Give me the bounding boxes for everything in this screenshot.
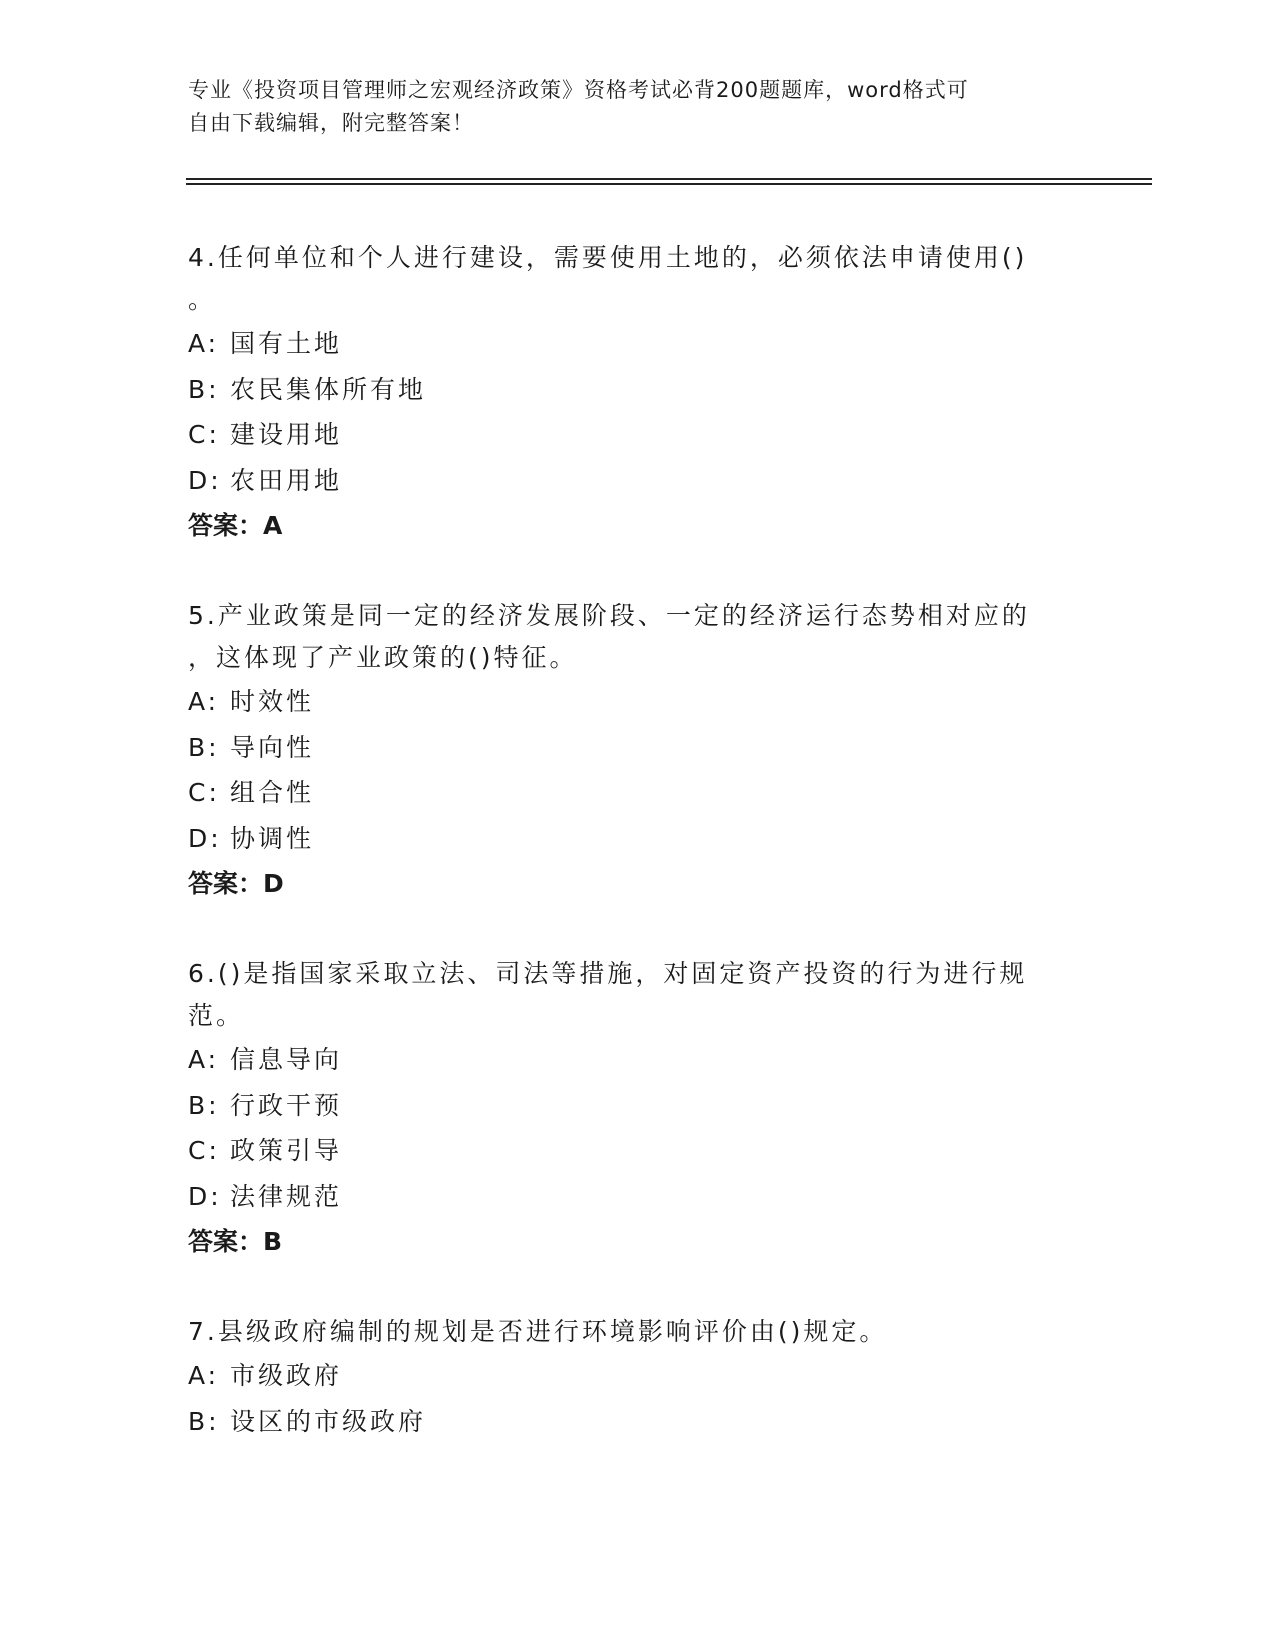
option-d	[188, 458, 1068, 504]
question-stem-line: 6.()是指国家采取立法、司法等措施，对固定资产投资的行为进行规	[188, 959, 1028, 988]
header-divider	[186, 178, 1152, 180]
question-list	[188, 237, 1068, 1490]
option-letter: A:	[188, 1045, 220, 1074]
question-stem-line: 。	[188, 285, 217, 314]
question-item	[188, 953, 1068, 1265]
option-text: 国有土地	[230, 329, 343, 358]
option-b	[188, 367, 1068, 413]
answer-line: 答案：D	[188, 869, 284, 898]
question-item	[188, 237, 1068, 549]
option-text: 时效性	[230, 687, 315, 716]
option-letter: B:	[188, 1406, 220, 1436]
option-text: 农民集体所有地	[230, 374, 427, 404]
option-letter: A:	[188, 687, 220, 716]
option-d	[188, 816, 1068, 862]
option-b	[188, 725, 1068, 771]
option-text: 法律规范	[230, 1181, 343, 1211]
question-stem	[188, 1311, 1068, 1353]
option-text: 市级政府	[230, 1361, 343, 1390]
option-letter: D:	[188, 465, 222, 495]
question-stem-line: 4.任何单位和个人进行建设，需要使用土地的，必须依法申请使用()	[188, 243, 1028, 272]
option-letter: D:	[188, 823, 222, 853]
question-stem-line: 范。	[188, 1001, 245, 1030]
option-letter: C:	[188, 420, 220, 449]
option-b	[188, 1399, 1068, 1445]
option-a	[188, 679, 1068, 725]
option-text: 政策引导	[230, 1136, 343, 1165]
question-stem-line: ，这体现了产业政策的()特征。	[188, 643, 578, 672]
answer-line: 答案：B	[188, 1227, 283, 1256]
question-stem-line: 7.县级政府编制的规划是否进行环境影响评价由()规定。	[188, 1317, 888, 1346]
header-line: 专业《投资项目管理师之宏观经济政策》资格考试必背200题题库，word格式可	[188, 78, 969, 102]
header-line: 自由下载编辑，附完整答案！	[188, 111, 474, 135]
option-c	[188, 412, 1068, 458]
header-divider	[186, 183, 1152, 185]
option-b	[188, 1083, 1068, 1129]
document-header	[188, 74, 1068, 140]
option-text: 设区的市级政府	[230, 1406, 427, 1436]
answer-line: 答案：A	[188, 511, 283, 540]
option-c	[188, 770, 1068, 816]
option-text: 协调性	[230, 823, 315, 853]
option-a	[188, 1037, 1068, 1083]
question-stem	[188, 953, 1068, 1037]
option-letter: B:	[188, 732, 220, 762]
option-text: 农田用地	[230, 465, 343, 495]
option-c	[188, 1128, 1068, 1174]
option-letter: A:	[188, 329, 220, 358]
option-text: 组合性	[230, 778, 315, 807]
option-a	[188, 1353, 1068, 1399]
question-item	[188, 1311, 1068, 1444]
option-letter: D:	[188, 1181, 222, 1211]
question-stem-line: 5.产业政策是同一定的经济发展阶段、一定的经济运行态势相对应的	[188, 601, 1030, 630]
question-item	[188, 595, 1068, 907]
option-letter: C:	[188, 778, 220, 807]
option-letter: B:	[188, 1090, 220, 1120]
option-text: 建设用地	[230, 420, 343, 449]
option-letter: A:	[188, 1361, 220, 1390]
option-letter: C:	[188, 1136, 220, 1165]
option-text: 信息导向	[230, 1045, 343, 1074]
option-letter: B:	[188, 374, 220, 404]
question-stem	[188, 595, 1068, 679]
option-text: 行政干预	[230, 1090, 343, 1120]
option-a	[188, 321, 1068, 367]
option-text: 导向性	[230, 732, 315, 762]
option-d	[188, 1174, 1068, 1220]
question-stem	[188, 237, 1068, 321]
